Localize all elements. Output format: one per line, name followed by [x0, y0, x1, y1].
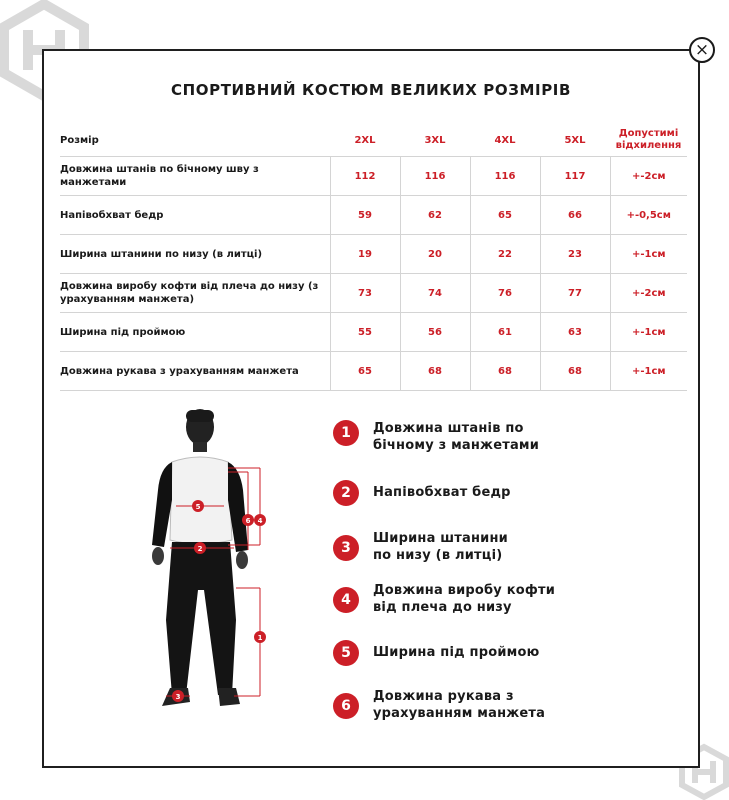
cell-5xl: 63 — [540, 313, 610, 352]
figure-marker-5 — [192, 500, 204, 512]
cell-5xl: 23 — [540, 235, 610, 274]
header-5xl: 5XL — [564, 134, 586, 146]
legend-number: 1 — [333, 420, 359, 446]
cell-3xl: 74 — [400, 274, 470, 313]
legend-number: 5 — [333, 640, 359, 666]
header-size: Розмір — [60, 134, 99, 146]
legend-item — [333, 480, 511, 506]
legend-number: 3 — [333, 535, 359, 561]
legend-text: Ширина під проймою — [373, 645, 540, 660]
cell-5xl: 77 — [540, 274, 610, 313]
header-2xl: 2XL — [354, 134, 376, 146]
row-param: Напівобхват бедр — [60, 196, 330, 235]
cell-5xl: 117 — [540, 157, 610, 196]
size-table — [60, 124, 687, 391]
measurement-figure — [100, 370, 263, 701]
svg-text:2: 2 — [197, 545, 203, 553]
cell-5xl: 68 — [540, 352, 610, 391]
cell-tolerance: +-1см — [610, 235, 687, 274]
legend-item — [333, 530, 508, 564]
svg-text:3: 3 — [175, 693, 181, 701]
cell-tolerance: +-0,5см — [610, 196, 687, 235]
figure-marker-4 — [254, 514, 266, 526]
table-row — [60, 313, 687, 352]
legend-item — [333, 688, 545, 722]
svg-text:4: 4 — [257, 517, 263, 525]
legend-text: Напівобхват бедр — [373, 485, 511, 500]
cell-3xl: 68 — [400, 352, 470, 391]
close-button[interactable] — [689, 37, 715, 63]
table-header-row — [60, 124, 687, 157]
legend-text: Ширина штанини по низу (в литці) — [373, 531, 508, 563]
row-param: Довжина штанів по бічному шву з манжетами — [60, 157, 330, 196]
modal-title: СПОРТИВНИЙ КОСТЮМ ВЕЛИКИХ РОЗМІРІВ — [170, 81, 572, 99]
legend-text: Довжина виробу кофти від плеча до низу — [373, 583, 556, 615]
legend-number: 6 — [333, 693, 359, 719]
cell-4xl: 61 — [470, 313, 540, 352]
figure-marker-3 — [172, 690, 184, 702]
cell-3xl: 62 — [400, 196, 470, 235]
legend-item — [333, 420, 539, 454]
legend-item — [333, 640, 539, 666]
cell-2xl: 55 — [330, 313, 400, 352]
table-row — [60, 157, 687, 196]
row-param: Довжина виробу кофти від плеча до низу (з урахуванням манжета) — [60, 274, 330, 313]
cell-4xl: 76 — [470, 274, 540, 313]
row-param: Довжина рукава з урахуванням манжета — [60, 352, 330, 391]
cell-4xl: 116 — [470, 157, 540, 196]
cell-4xl: 68 — [470, 352, 540, 391]
legend-text: Довжина рукава з урахуванням манжета — [373, 689, 546, 721]
cell-5xl: 66 — [540, 196, 610, 235]
cell-2xl: 112 — [330, 157, 400, 196]
table-row — [60, 274, 687, 313]
svg-text:1: 1 — [257, 634, 263, 642]
legend-text: Довжина штанів по бічному з манжетами — [373, 421, 540, 453]
cell-3xl: 20 — [400, 235, 470, 274]
cell-3xl: 56 — [400, 313, 470, 352]
legend-number: 2 — [333, 480, 359, 506]
cell-3xl: 116 — [400, 157, 470, 196]
table-row — [60, 235, 687, 274]
cell-4xl: 22 — [470, 235, 540, 274]
header-tolerance: Допустимі відхилення — [615, 128, 682, 151]
legend-item — [333, 582, 555, 616]
figure-marker-1 — [254, 631, 266, 643]
close-icon[interactable]: × — [694, 39, 710, 60]
header-3xl: 3XL — [424, 134, 446, 146]
cell-4xl: 65 — [470, 196, 540, 235]
cell-2xl: 73 — [330, 274, 400, 313]
row-param: Ширина під проймою — [60, 313, 330, 352]
svg-text:6: 6 — [245, 517, 251, 525]
cell-tolerance: +-1см — [610, 352, 687, 391]
cell-tolerance: +-2см — [610, 157, 687, 196]
cell-tolerance: +-2см — [610, 274, 687, 313]
cell-2xl: 19 — [330, 235, 400, 274]
cell-tolerance: +-1см — [610, 313, 687, 352]
cell-2xl: 65 — [330, 352, 400, 391]
header-4xl: 4XL — [494, 134, 516, 146]
legend-number: 4 — [333, 587, 359, 613]
figure-marker-6 — [242, 514, 254, 526]
row-param: Ширина штанини по низу (в литці) — [60, 235, 330, 274]
cell-2xl: 59 — [330, 196, 400, 235]
svg-text:5: 5 — [195, 503, 201, 511]
table-row — [60, 196, 687, 235]
figure-marker-2 — [194, 542, 206, 554]
